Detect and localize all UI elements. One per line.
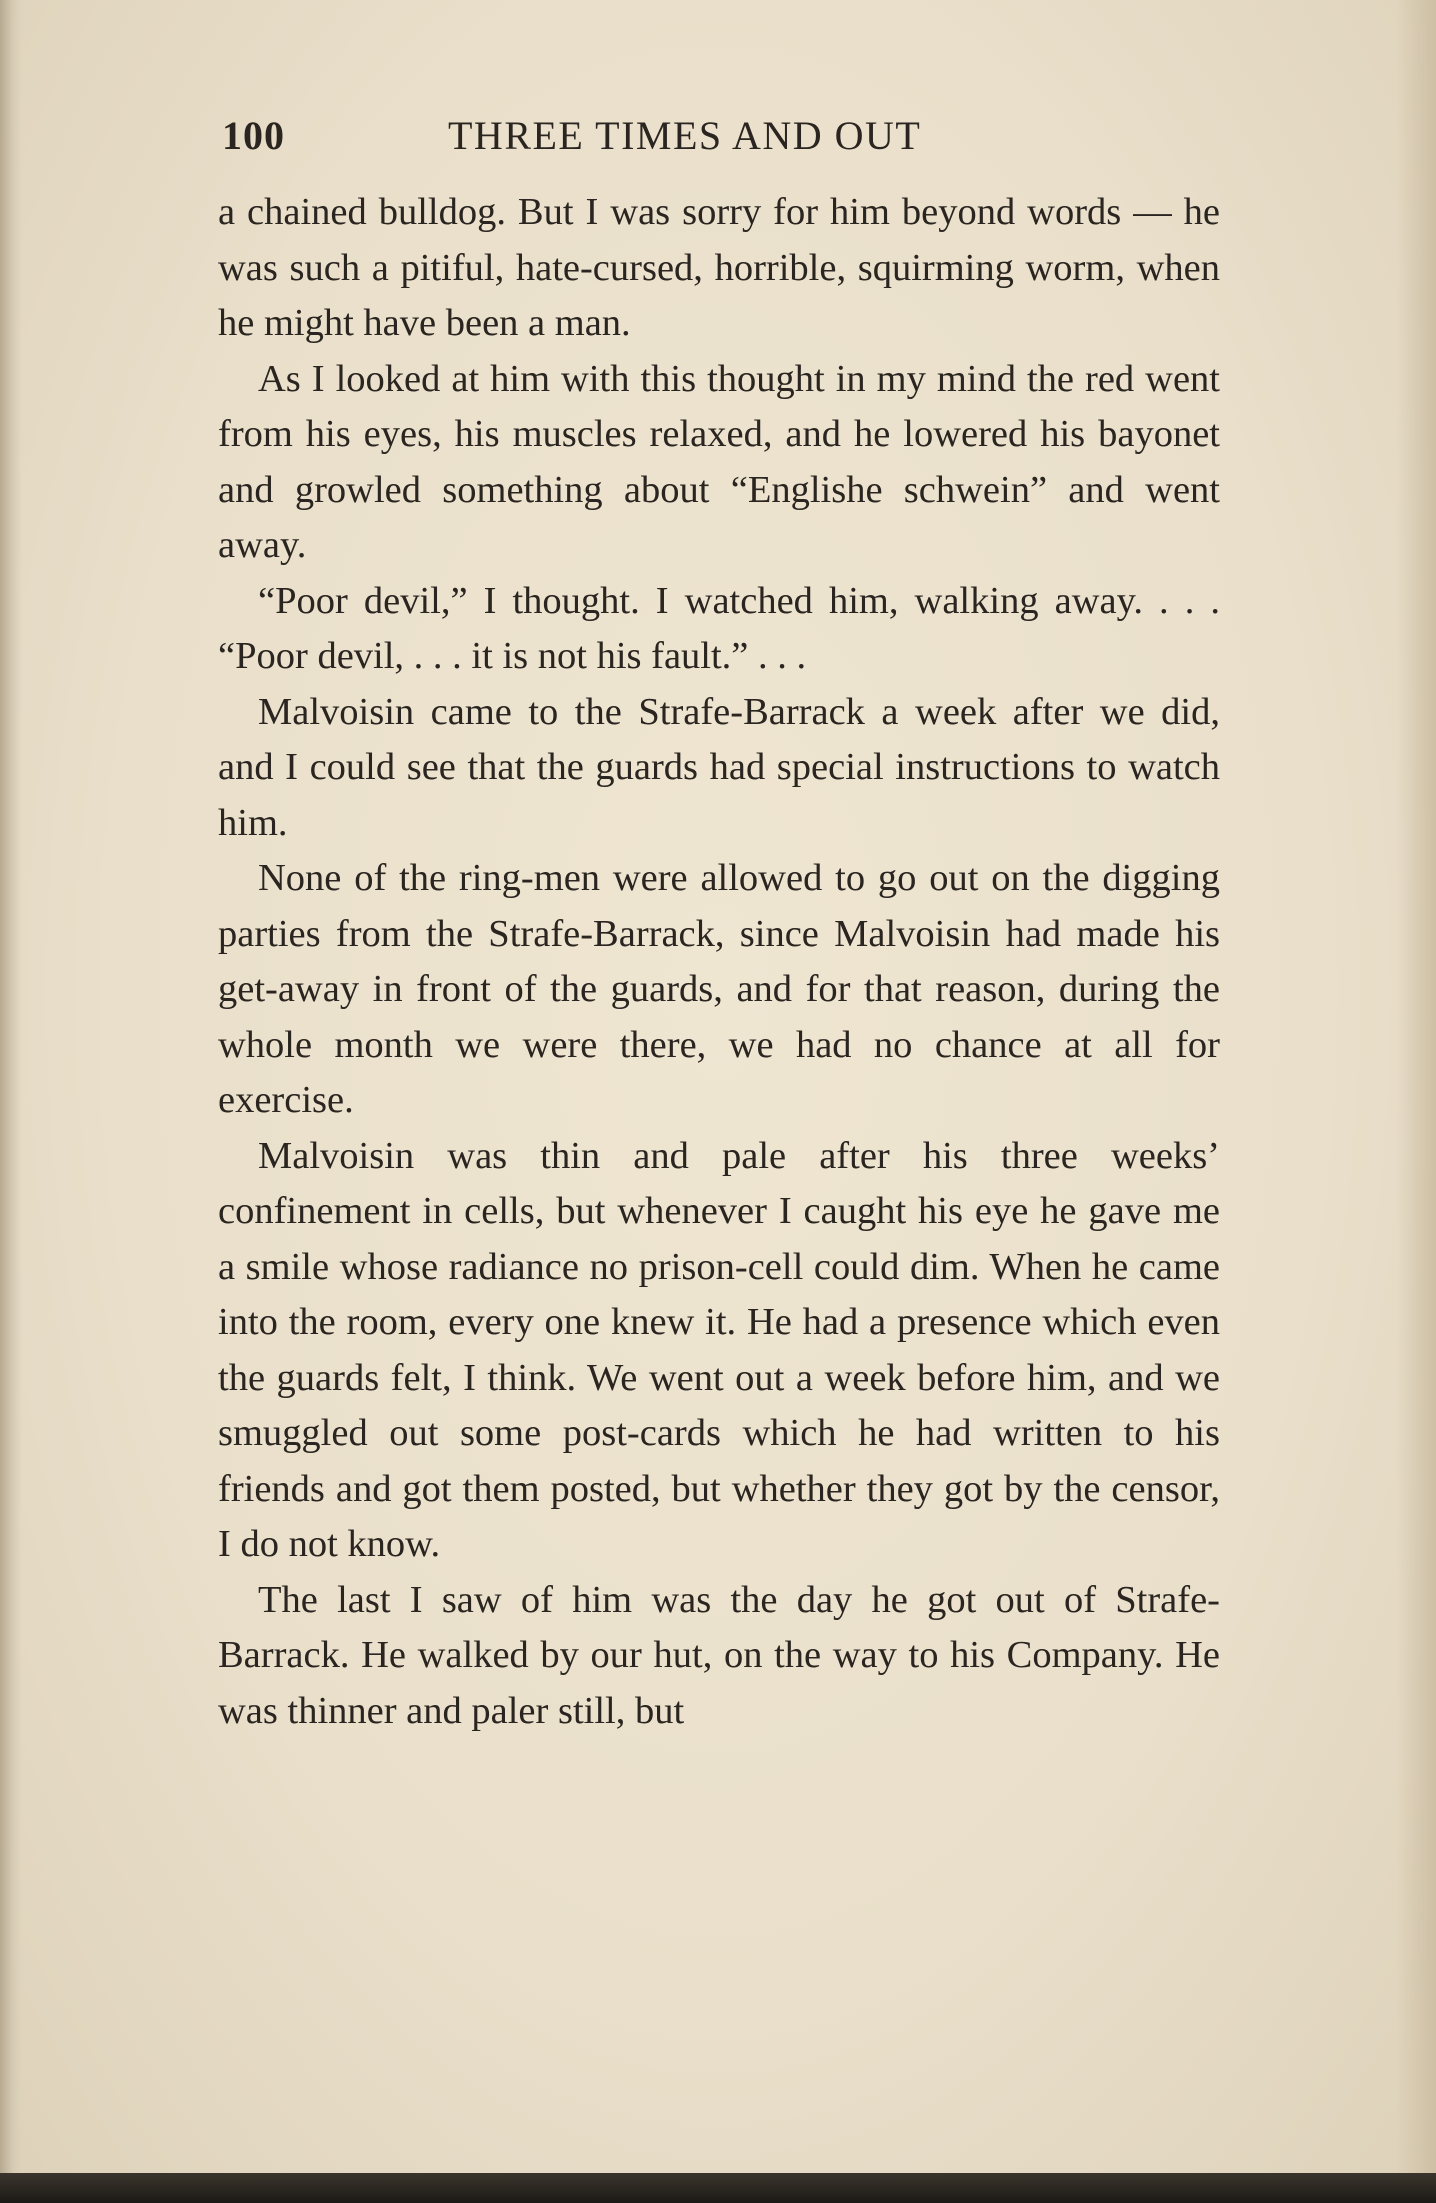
paragraph-2: As I looked at him with this thought in my mind the red went from his eyes, his muscles relaxed, and he lowered his bayonet and growled something about “Englishe schwein” and went away. bbox=[218, 357, 1220, 566]
scan-bottom-edge bbox=[0, 2173, 1436, 2203]
paragraph-5: None of the ring-men were allowed to go out on the digging parties from the Strafe-Barrack, since Malvoisin had made his get-away in front of the guards, and for that reason, during the whole month we were there, we had no chance at all for exercise. bbox=[218, 857, 1220, 1121]
paragraph-1: a chained bulldog. But I was sorry for him beyond words — he was such a pitiful, hate-cursed, horrible, squirming worm, when he might have been a man. bbox=[218, 191, 1220, 344]
running-title: THREE TIMES AND OUT bbox=[448, 113, 922, 158]
page-number: 100 bbox=[222, 113, 285, 158]
paragraph-6: Malvoisin was thin and pale after his three weeks’ confinement in cells, but whenever I caught his eye he gave me a smile whose radiance no prison-cell could dim. When he came into the room, every one knew it. He had a presence which even the guards felt, I think. We went out a week before him, and we smuggled out some post-cards which he had written to his friends and got them posted, but whether they got by the censor, I do not know. bbox=[218, 1134, 1220, 1565]
page-edge-shadow bbox=[1396, 0, 1436, 2203]
paragraph-7: The last I saw of him was the day he got out of Strafe-Barrack. He walked by our hut, on the way to his Company. He was thinner and paler still, but bbox=[218, 1578, 1220, 1732]
page-header bbox=[222, 112, 1222, 172]
paragraph-4: Malvoisin came to the Strafe-Barrack a week after we did, and I could see that the guards had special instructions to watch him. bbox=[218, 690, 1220, 844]
body-text bbox=[218, 185, 1220, 1739]
page-gutter-shadow bbox=[0, 0, 22, 2203]
paragraph-3: “Poor devil,” I thought. I watched him, walking away. . . . “Poor devil, . . . it is not his fault.” . . . bbox=[218, 579, 1220, 677]
